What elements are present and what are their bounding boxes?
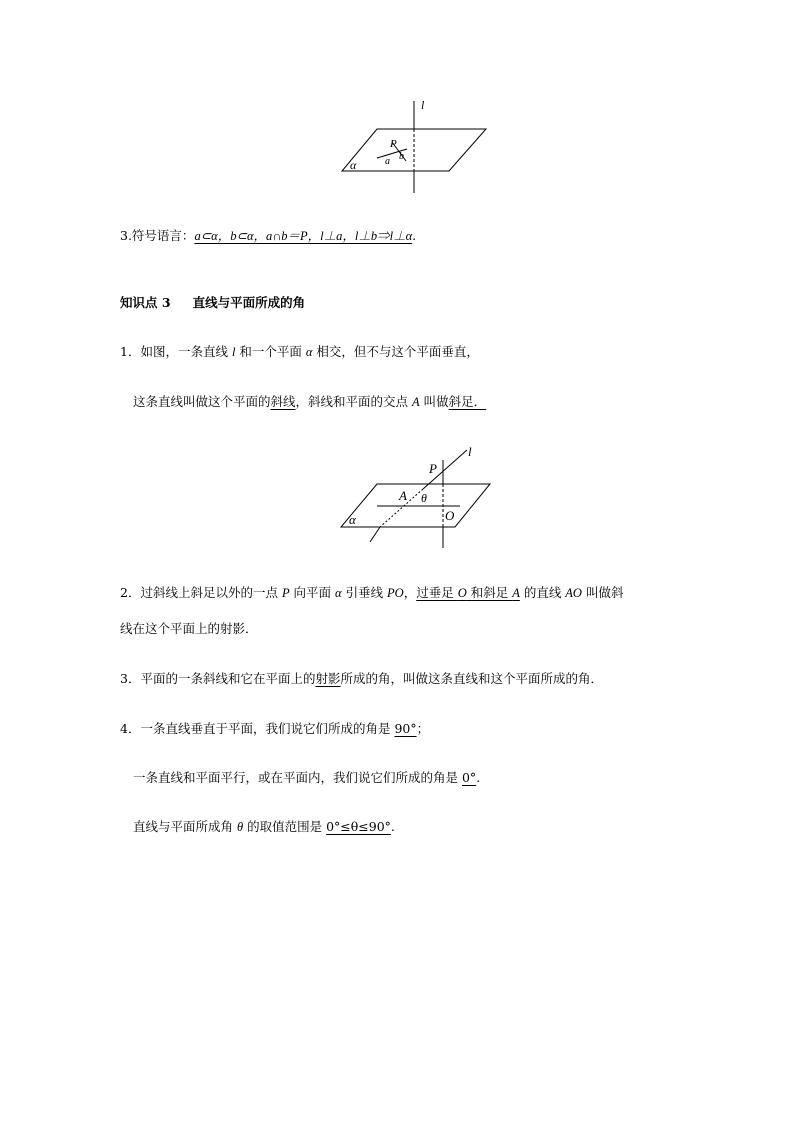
label-P: P: [390, 138, 397, 150]
label-O: O: [445, 508, 455, 523]
value-angle-range: 0°≤θ≤90°: [326, 819, 391, 834]
label-theta: θ: [421, 491, 427, 505]
item1-text-c: 相交，但不与这个平面垂直，: [312, 344, 479, 359]
item2-var-alpha: α: [335, 586, 342, 600]
item1-line1: [120, 343, 479, 361]
label-alpha: α: [349, 512, 356, 527]
item3-text-b: 所成的角，叫做这条直线和这个平面所成的角．: [340, 671, 603, 686]
item2-text-c: 引垂线: [341, 585, 388, 600]
line-l-lower: [370, 527, 380, 542]
value-0-degrees: 0°: [461, 770, 477, 785]
section-heading: [120, 294, 305, 312]
item2-line2: [120, 620, 258, 638]
item4-line2-text-b: .: [476, 770, 481, 785]
label-a: a: [385, 156, 390, 167]
term-oblique-line: 斜线: [270, 394, 296, 409]
section-title: 直线与平面所成的角: [192, 295, 306, 310]
item3-line: [120, 670, 603, 688]
item2-var-PO: PO: [387, 586, 404, 600]
label-P: P: [429, 461, 437, 476]
label-l: l: [468, 444, 472, 459]
symbol-expression: a⊂α，b⊂α，a∩b＝P，l⊥a，l⊥b⇒l⊥α: [194, 229, 413, 243]
item2-text-f: 叫做斜: [581, 585, 624, 600]
symbol-prefix: 3.符号语言：: [120, 228, 195, 243]
item2-text-e: 的直线: [519, 585, 566, 600]
item2-line2-text: 线在这个平面上的射影．: [120, 621, 258, 636]
section-number: 知识点 3: [120, 295, 171, 310]
item4-line1: [120, 720, 429, 738]
symbol-language-line: [120, 227, 416, 245]
label-b: b: [399, 151, 404, 162]
label-l: l: [421, 98, 425, 112]
value-90-degrees: 90°: [394, 721, 417, 736]
item4-line3-text-c: .: [390, 819, 395, 834]
symbol-period: .: [412, 228, 417, 243]
item4-line3: [133, 818, 395, 836]
item1-text-b: 和一个平面: [235, 344, 306, 359]
item2-text-d: ，: [403, 585, 417, 600]
item4-line3-text-b: 的取值范围是: [243, 819, 327, 834]
term-projection: 射影: [315, 671, 341, 686]
item1-var-alpha: α: [305, 345, 313, 359]
item4-line3-text-a: 直线与平面所成角: [133, 819, 237, 834]
figure-oblique-line-plane: [335, 440, 500, 552]
item2-var-AO: AO: [565, 586, 582, 600]
item2-var-P: P: [281, 586, 290, 600]
figure-line-perpendicular-plane: [335, 95, 495, 200]
item1-line2-text-c: 叫做: [419, 394, 449, 409]
item1-var-l: l: [231, 345, 236, 359]
item3-text-a: 3．平面的一条斜线和它在平面上的: [120, 671, 316, 686]
item1-line2: [133, 393, 486, 411]
item4-line2: [133, 769, 480, 787]
item1-line2-text-b: ，斜线和平面的交点: [295, 394, 413, 409]
item4-text-a: 4．一条直线垂直于平面，我们说它们所成的角是: [120, 721, 395, 736]
item1-text-a: 1．如图，一条直线: [120, 344, 232, 359]
item4-text-b: ；: [416, 721, 430, 736]
item1-var-A: A: [412, 395, 420, 409]
item2-line1: [120, 584, 623, 602]
item4-line2-text-a: 一条直线和平面平行，或在平面内，我们说它们所成的角是: [133, 770, 462, 785]
label-alpha: α: [350, 158, 357, 172]
term-through-foot: 过垂足 O 和斜足 A: [416, 585, 520, 600]
term-oblique-foot: 斜足．: [448, 394, 487, 409]
item4-var-theta: θ: [236, 820, 244, 834]
label-A: A: [399, 488, 407, 503]
item1-line2-text-a: 这条直线叫做这个平面的: [133, 394, 271, 409]
item2-text-b: 向平面: [289, 585, 336, 600]
item2-text-a: 2．过斜线上斜足以外的一点: [120, 585, 282, 600]
